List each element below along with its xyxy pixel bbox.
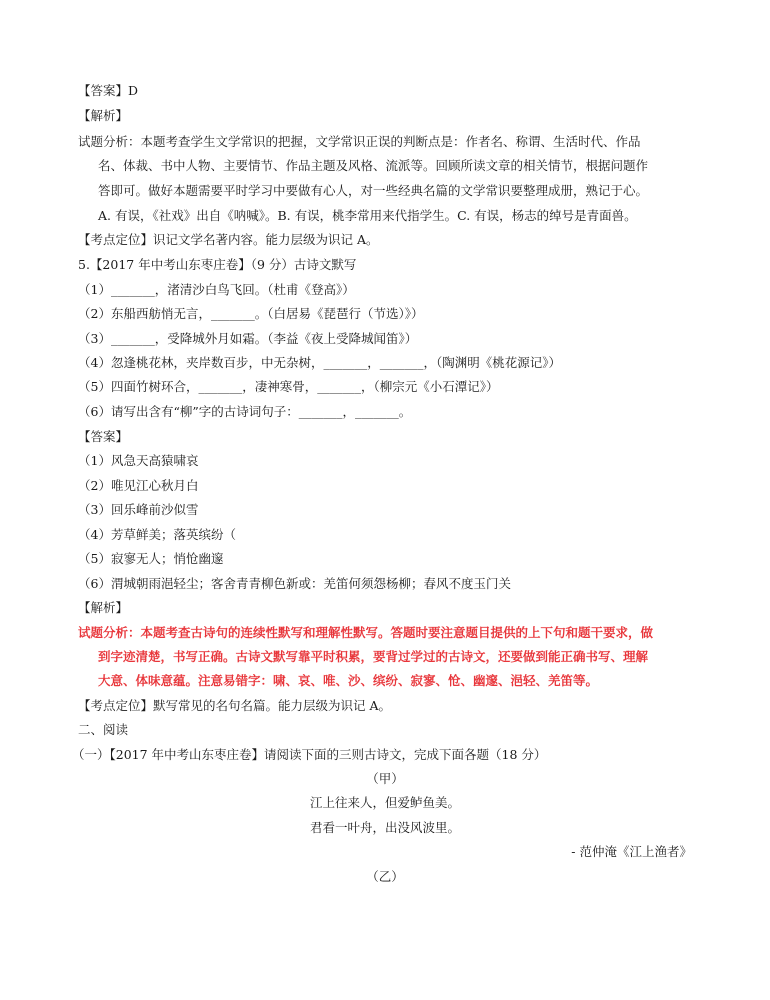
q5-answer: （5）寂寥无人；悄怆幽邃 — [78, 551, 224, 566]
q4-point: 【考点定位】识记文学名著内容。能力层级为识记 A。 — [78, 232, 379, 247]
q5-analysis-head: 【解析】 — [78, 600, 129, 615]
q5-analysis-line: 试题分析：本题考查古诗句的连续性默写和理解性默写。答题时要注意题目提供的上下句和题干要求，做 — [78, 625, 654, 640]
q4-analysis-line: 名、体裁、书中人物、主要情节、作品主题及风格、流派等。回顾所读文章的相关情节，根据问题作 — [98, 158, 649, 173]
q4-analysis-line: 试题分析：本题考查学生文学常识的把握，文学常识正误的判断点是：作者名、称谓、生活时代、作品 — [78, 134, 641, 149]
q5-answer-head: 【答案】 — [78, 429, 129, 444]
q4-answer: 【答案】D — [78, 83, 139, 98]
q4-analysis-head: 【解析】 — [78, 108, 129, 123]
q5-analysis-line: 大意、体味意蕴。注意易错字：啸、哀、唯、沙、缤纷、寂寥、怆、幽邃、浥轻、羌笛等。 — [98, 673, 599, 688]
q5-item: （6）请写出含有“柳”字的古诗词句子：_______，_______。 — [78, 404, 412, 419]
q5-answer: （1）风急天高猿啸哀 — [78, 453, 199, 468]
q4-analysis-line: 答即可。做好本题需要平时学习中要做有心人，对一些经典名篇的文学常识要整理成册，熟记于心。 — [98, 183, 649, 198]
q5-item: （4）忽逢桃花林，夹岸数百步，中无杂树，_______，_______，（陶渊明《桃花源记》） — [78, 355, 561, 370]
q5-answer: （3）回乐峰前沙似雪 — [78, 502, 199, 517]
q5-point: 【考点定位】默写常见的名句名篇。能力层级为识记 A。 — [78, 698, 392, 713]
q5-item: （3）_______，受降城外月如霜。（李益《夜上受降城闻笛》） — [78, 331, 418, 346]
q5-answer: （4）芳草鲜美；落英缤纷（ — [78, 527, 236, 542]
q5-answer: （2）唯见江心秋月白 — [78, 478, 199, 493]
poem-label: （乙） — [366, 869, 404, 884]
section-title: 二、阅读 — [78, 722, 129, 737]
q5-item: （5）四面竹树环合，_______，凄神寒骨，_______，（柳宗元《小石潭记》） — [78, 379, 499, 394]
q5-item: （1）_______，渚清沙白鸟飞回。（杜甫《登高》） — [78, 282, 355, 297]
section-subtitle: （一）【2017 年中考山东枣庄卷】请阅读下面的三则古诗文，完成下面各题（18 分） — [72, 747, 547, 762]
poem-line: 君看一叶舟，出没风波里。 — [309, 820, 460, 835]
q4-analysis-line: A. 有误，《社戏》出自《呐喊》。B. 有误，桃李常用来代指学生。C. 有误，杨志的绰号是青面兽。 — [98, 208, 637, 223]
poem-label: （甲） — [366, 771, 404, 786]
poem-line: 江上往来人，但爱鲈鱼美。 — [309, 795, 460, 810]
q5-analysis-line: 到字迹清楚，书写正确。古诗文默写靠平时积累，要背过学过的古诗文，还要做到能正确书写、理解 — [98, 649, 649, 664]
q5-title: 5.【2017 年中考山东枣庄卷】（9 分）古诗文默写 — [78, 257, 357, 272]
poem-author: - 范仲淹《江上渔者》 — [571, 844, 692, 859]
q5-item: （2）东船西舫悄无言，_______。（白居易《琵琶行（节选）》） — [78, 306, 424, 321]
q5-answer: （6）渭城朝雨浥轻尘；客舍青青柳色新或：羌笛何须怨杨柳；春风不度玉门关 — [78, 576, 511, 591]
